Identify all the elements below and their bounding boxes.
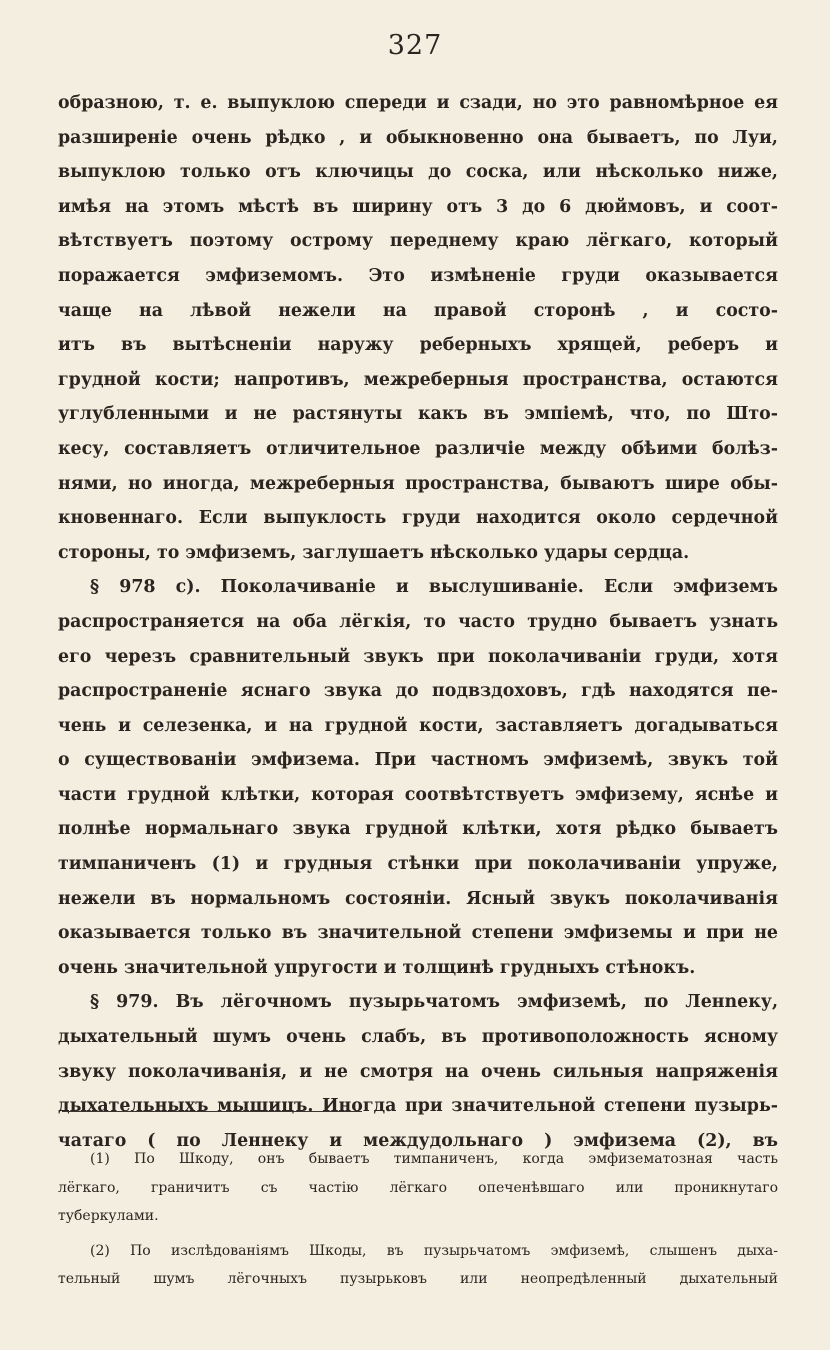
text-line: части грудной клѣтки, которая соотвѣтствуетъ эмфизему, яснѣе и bbox=[58, 784, 778, 805]
text-line: стороны, то эмфиземъ, заглушаетъ нѣсколько удары сердца. bbox=[58, 542, 690, 563]
section-heading-line: § 978 c). Поколачиваніе и выслушиваніе. Если эмфиземъ bbox=[90, 577, 778, 598]
text-line: нежели въ нормальномъ состояніи. Ясный звукъ поколачиванія bbox=[58, 888, 778, 909]
text-line: имѣя на этомъ мѣстѣ въ ширину отъ 3 до 6 дюймовъ, и соот- bbox=[58, 196, 778, 217]
footnote-line: тельный шумъ лёгочныхъ пузырьковъ или неопредѣленный дыхательный bbox=[58, 1271, 778, 1287]
text-line: поражается эмфиземомъ. Это измѣненіе груди оказывается bbox=[58, 265, 778, 286]
text-line: кновеннаго. Если выпуклость груди находится около сердечной bbox=[58, 508, 778, 529]
text-line: разширеніе очень рѣдко , и обыкновенно она бываетъ, по Луи, bbox=[58, 127, 778, 148]
text-line: дыхательныхъ мышицъ. Иногда при значительной степени пузырь- bbox=[58, 1096, 778, 1117]
footnotes bbox=[58, 1145, 778, 1294]
footnote-line: (2) По изслѣдованіямъ Шкоды, въ пузырьчатомъ эмфиземѣ, слышенъ дыха- bbox=[90, 1242, 778, 1259]
text-line: оказывается только въ значительной степени эмфиземы и при не bbox=[58, 923, 778, 944]
text-line: распространяется на оба лёгкія, то часто трудно бываетъ узнать bbox=[58, 611, 778, 632]
text-line: образною, т. е. выпуклою спереди и сзади, но это равномѣрное ея bbox=[58, 93, 778, 113]
footnote-2 bbox=[58, 1237, 778, 1294]
text-line: нями, но иногда, межреберныя пространства, бываютъ шире обы- bbox=[58, 473, 778, 494]
text-line: чень и селезенка, и на грудной кости, заставляетъ догадываться bbox=[58, 715, 778, 736]
footnote-divider bbox=[62, 1111, 362, 1112]
text-line: грудной кости; напротивъ, межреберныя пространства, остаются bbox=[58, 369, 778, 390]
page-number: 327 bbox=[387, 30, 443, 61]
text-line: распространеніе яснаго звука до подвздоховъ, гдѣ находятся пе- bbox=[58, 681, 778, 702]
text-line: итъ въ вытѣсненіи наружу реберныхъ хрящей, реберъ и bbox=[58, 335, 778, 356]
footnote-line: лёгкаго, граничитъ съ частію лёгкаго опеченѣвшаго или проникнутаго bbox=[58, 1179, 778, 1196]
text-line: его черезъ сравнительный звукъ при поколачиваніи груди, хотя bbox=[58, 646, 778, 667]
text-line: чаще на лѣвой нежели на правой сторонѣ , и состо- bbox=[58, 300, 778, 321]
text-line: чатаго ( по Леннеку и междудольнаго ) эмфизема (2), въ bbox=[58, 1130, 778, 1151]
text-line: углубленными и не растянуты какъ въ эмпіемѣ, что, по Што- bbox=[58, 404, 778, 425]
text-line: о существованіи эмфизема. При частномъ эмфиземѣ, звукъ той bbox=[58, 750, 778, 771]
body-text bbox=[58, 86, 778, 1158]
text-line: очень значительной упругости и толщинѣ грудныхъ стѣнокъ. bbox=[58, 957, 696, 978]
text-line: тимпаниченъ (1) и грудныя стѣнки при поколачиваніи упруже, bbox=[58, 854, 778, 875]
text-line: выпуклою только отъ ключицы до соска, или нѣсколько ниже, bbox=[58, 162, 778, 183]
footnote-line: туберкулами. bbox=[58, 1208, 159, 1224]
text-line: полнѣе нормальнаго звука грудной клѣтки, хотя рѣдко бываетъ bbox=[58, 819, 778, 840]
text-line: вѣтствуетъ поэтому острому переднему краю лёгкаго, который bbox=[58, 231, 778, 252]
footnote-1 bbox=[58, 1145, 778, 1231]
text-line: кесу, составляетъ отличительное различіе между обѣими болѣз- bbox=[58, 438, 778, 459]
text-line: дыхательный шумъ очень слабъ, въ противоположность ясному bbox=[58, 1027, 778, 1048]
footnote-line: (1) По Шкоду, онъ бываетъ тимпаниченъ, когда эмфизематозная часть bbox=[90, 1151, 778, 1167]
section-heading-line: § 979. Въ лёгочномъ пузырьчатомъ эмфиземѣ, по Ленneку, bbox=[90, 992, 778, 1013]
text-line: звуку поколачиванія, и не смотря на очень сильныя напряженія bbox=[58, 1061, 778, 1082]
